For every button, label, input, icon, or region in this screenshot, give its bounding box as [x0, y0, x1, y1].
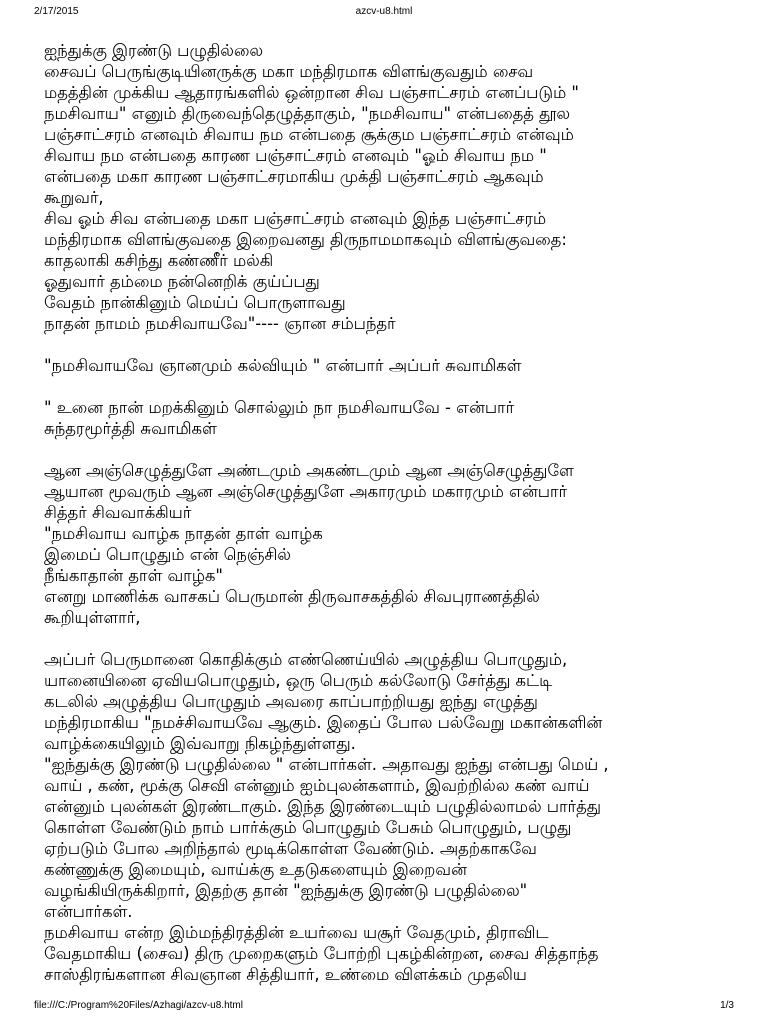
text-line: நீங்காதான் தாள் வாழ்க" [44, 566, 223, 585]
text-line: சிவாய நம என்பதை காரண பஞ்சாட்சரம் எனவும் "ஓம் சிவாய நம " [44, 146, 547, 165]
text-line: ஏற்படும் போல அறிந்தால் மூடிக்கொள்ள வேண்டும். அதற்காகவே [44, 839, 537, 858]
text-line: கடலில் அழுத்திய பொழுதும் அவரை காப்பாற்றியது ஐந்து எழுத்து [44, 692, 538, 711]
text-line: சாஸ்திரங்களான சிவஞான சித்தியார், உண்மை விளக்கம் முதலிய [44, 965, 527, 984]
text-line: ஆன அஞ்செழுத்துளே அண்டமும் அகண்டமும் ஆன அஞ்செழுத்துளே [44, 461, 574, 480]
paragraph-gap [44, 334, 734, 355]
text-line: வாய் , கண், மூக்கு செவி என்னும் ஐம்புலன்களாம், இவற்றில்ல கண் வாய் [44, 776, 590, 795]
print-header [0, 6, 768, 20]
text-line: ஆயான மூவரும் ஆன அஞ்செழுத்துளே அகாரமும் மகாரமும் என்பார் [44, 482, 568, 501]
text-line: நமசிவாய என்ற இம்மந்திரத்தின் உயர்வை யசூர் வேதமும், திராவிட [44, 923, 549, 942]
text-line: கூறியுள்ளார், [44, 608, 141, 627]
text-line: இமைப் பொழுதும் என் நெஞ்சில் [44, 545, 291, 564]
document-body [44, 40, 734, 985]
text-line: வேதம் நான்கினும் மெய்ப் பொருளாவது [44, 293, 346, 312]
text-line: அப்பர் பெருமானை கொதிக்கும் எண்ணெய்யில் அழுத்திய பொழுதும், [44, 650, 568, 669]
paragraph [44, 355, 734, 376]
text-line: என்பதை மகா காரண பஞ்சாட்சரமாகிய முக்தி பஞ்சாட்சரம் ஆகவும் [44, 167, 544, 186]
paragraph-gap [44, 628, 734, 649]
text-line: சித்தர் சிவவாக்கியர் [44, 503, 192, 522]
text-line: " உனை நான் மறக்கினும் சொல்லும் நா நமசிவாயவே - என்பார் [44, 398, 515, 417]
text-line: காதலாகி கசிந்து கண்ணீர் மல்கி [44, 251, 274, 270]
text-line: "ஐந்துக்கு இரண்டு பழுதில்லை " என்பார்கள். அதாவது ஐந்து என்பது மெய் , [44, 755, 609, 774]
text-line: மதத்தின் முக்கிய ஆதாரங்களில் ஒன்றான சிவ பஞ்சாட்சரம் எனப்படும் " [44, 83, 579, 102]
page-number: 1/3 [720, 1000, 734, 1011]
text-line: கண்ணுக்கு இமையும், வாய்க்கு உதடுகளையும் இறைவன் [44, 860, 467, 879]
text-line: என்பார்கள். [44, 902, 133, 921]
paragraph [44, 649, 734, 985]
text-line: சிவ ஓம் சிவ என்பதை மகா பஞ்சாட்சரம் எனவும் இந்த பஞ்சாட்சரம் [44, 209, 547, 228]
text-line: வாழ்க்கையிலும் இவ்வாறு நிகழ்ந்துள்ளது. [44, 734, 356, 753]
paragraph [44, 397, 734, 439]
text-line: வழங்கியிருக்கிறார், இதற்கு தான் "ஐந்துக்கு இரண்டு பழுதில்லை" [44, 881, 528, 900]
text-line: எனறு மாணிக்க வாசகப் பெருமான் திருவாசகத்தில் சிவபுராணத்தில் [44, 587, 540, 606]
text-line: ஓதுவார் தம்மை நன்னெறிக் குய்ப்பது [44, 272, 320, 291]
text-line: சைவப் பெருங்குடியினருக்கு மகா மந்திரமாக விளங்குவதும் சைவ [44, 62, 534, 81]
print-footer [0, 1000, 768, 1014]
text-line: ஐந்துக்கு இரண்டு பழுதில்லை [44, 41, 264, 60]
text-line: யானையினை ஏவியபொழுதும், ஒரு பெரும் கல்லோடு சேர்த்து கட்டி [44, 671, 553, 690]
text-line: நமசிவாய" எனும் திருவைந்தெழுத்தாகும், "நமசிவாய" என்பதைத் தூல [44, 104, 571, 123]
paragraph [44, 40, 734, 334]
text-line: "நமசிவாய வாழ்க நாதன் தாள் வாழ்க [44, 524, 323, 543]
paragraph [44, 460, 734, 628]
paragraph-gap [44, 376, 734, 397]
text-line: வேதமாகிய (சைவ) திரு முறைகளும் போற்றி புகழ்கின்றன, சைவ சித்தாந்த [44, 944, 599, 963]
text-line: "நமசிவாயவே ஞானமும் கல்வியும் " என்பார் அப்பர் சுவாமிகள் [44, 356, 522, 375]
text-line: மந்திரமாக விளங்குவதை இறைவனது திருநாமமாகவும் விளங்குவதை: [44, 230, 567, 249]
file-path: file:///C:/Program%20Files/Azhagi/azcv-u8.html [34, 1000, 243, 1011]
text-line: சுந்தரமூர்த்தி சுவாமிகள் [44, 419, 217, 438]
text-line: மந்திரமாகிய "நமச்சிவாயவே ஆகும். இதைப் போல பல்வேறு மகான்களின் [44, 713, 603, 732]
text-line: பஞ்சாட்சரம் எனவும் சிவாய நம என்பதை சூக்கும பஞ்சாட்சரம் என்வும் [44, 125, 574, 144]
text-line: கூறுவர், [44, 188, 104, 207]
document-title: azcv-u8.html [355, 6, 413, 17]
print-date: 2/17/2015 [34, 6, 79, 17]
text-line: கொள்ள வேண்டும் நாம் பார்க்கும் பொழுதும் பேசும் பொழுதும், பழுது [44, 818, 572, 837]
text-line: நாதன் நாமம் நமசிவாயவே"---- ஞான சம்பந்தர் [44, 314, 396, 333]
text-line: என்னும் புலன்கள் இரண்டாகும். இந்த இரண்டையும் பழுதில்லாமல் பார்த்து [44, 797, 601, 816]
paragraph-gap [44, 439, 734, 460]
